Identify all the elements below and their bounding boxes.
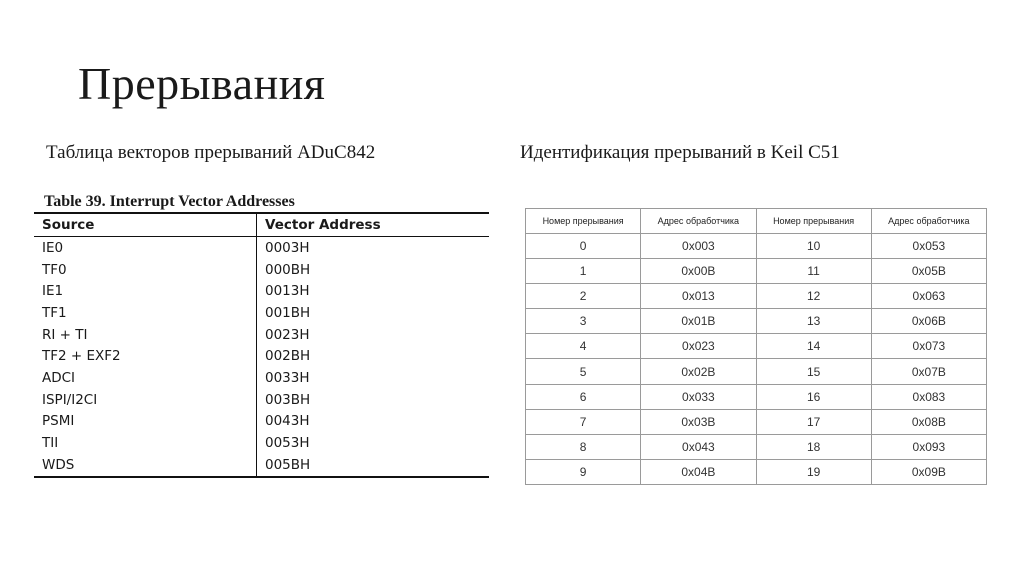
table-row [34, 432, 489, 454]
source-cell: TF1 [34, 302, 257, 324]
handler-address-cell: 0x033 [641, 384, 756, 409]
interrupt-number-cell: 4 [526, 334, 641, 359]
vector-address-cell: 0053H [265, 435, 310, 452]
interrupt-number-cell: 19 [756, 459, 871, 484]
handler-address-cell: 0x00B [641, 259, 756, 284]
caption-keil-c51: Идентификация прерываний в Keil C51 [520, 142, 840, 163]
interrupt-number-cell: 8 [526, 434, 641, 459]
handler-address-cell: 0x003 [641, 234, 756, 259]
table-row [34, 237, 489, 259]
source-cell: ISPI/I2CI [34, 389, 257, 411]
source-cell: TF0 [34, 259, 257, 281]
table-row [34, 259, 489, 281]
table-row [34, 411, 489, 433]
handler-address-cell: 0x03B [641, 409, 756, 434]
source-cell: TF2 + EXF2 [34, 345, 257, 367]
handler-address-cell: 0x023 [641, 334, 756, 359]
handler-address-cell: 0x08B [871, 409, 986, 434]
vector-address-cell: 0003H [265, 239, 310, 256]
vector-address-cell: 0023H [265, 326, 310, 343]
table-row [34, 280, 489, 302]
handler-address-cell: 0x09B [871, 459, 986, 484]
handler-address-cell: 0x053 [871, 234, 986, 259]
table-row [526, 309, 987, 334]
interrupt-number-cell: 10 [756, 234, 871, 259]
table-row [526, 234, 987, 259]
vector-table-title: Table 39. Interrupt Vector Addresses [44, 193, 295, 210]
table-row [34, 454, 489, 477]
interrupt-number-cell: 3 [526, 309, 641, 334]
source-cell: ADCI [34, 367, 257, 389]
interrupt-number-cell: 7 [526, 409, 641, 434]
interrupt-number-cell: 16 [756, 384, 871, 409]
table-header-row [34, 213, 489, 237]
vector-address-cell: 0043H [265, 413, 310, 430]
table-row [526, 359, 987, 384]
source-cell: IE1 [34, 280, 257, 302]
table-row [526, 284, 987, 309]
table-row [526, 384, 987, 409]
interrupt-number-cell: 18 [756, 434, 871, 459]
vector-address-cell: 001BH [265, 304, 311, 321]
interrupt-number-cell: 1 [526, 259, 641, 284]
table-row [526, 409, 987, 434]
interrupt-vector-table [34, 212, 489, 478]
interrupt-number-cell: 6 [526, 384, 641, 409]
interrupt-number-cell: 15 [756, 359, 871, 384]
column-header-handler-address: Адрес обработчика [641, 209, 756, 234]
interrupt-number-cell: 17 [756, 409, 871, 434]
table-row [526, 434, 987, 459]
interrupt-number-cell: 12 [756, 284, 871, 309]
handler-address-cell: 0x073 [871, 334, 986, 359]
source-cell: IE0 [34, 237, 257, 259]
handler-address-cell: 0x043 [641, 434, 756, 459]
table-row [34, 367, 489, 389]
table-header-row [526, 209, 987, 234]
keil-table-body [526, 234, 987, 485]
source-cell: TII [34, 432, 257, 454]
handler-address-cell: 0x093 [871, 434, 986, 459]
table-row [34, 302, 489, 324]
handler-address-cell: 0x05B [871, 259, 986, 284]
interrupt-number-cell: 5 [526, 359, 641, 384]
source-cell: WDS [34, 454, 257, 477]
source-cell: PSMI [34, 411, 257, 433]
column-header-number: Номер прерывания [756, 209, 871, 234]
vector-address-cell: 0033H [265, 369, 310, 386]
table-row [34, 389, 489, 411]
table-row [526, 259, 987, 284]
vector-address-cell: 000BH [265, 261, 311, 278]
interrupt-number-cell: 11 [756, 259, 871, 284]
handler-address-cell: 0x083 [871, 384, 986, 409]
handler-address-cell: 0x02B [641, 359, 756, 384]
handler-address-cell: 0x06B [871, 309, 986, 334]
vector-address-cell: 005BH [265, 456, 311, 473]
table-row [34, 324, 489, 346]
handler-address-cell: 0x04B [641, 459, 756, 484]
table-row [34, 345, 489, 367]
interrupt-number-cell: 2 [526, 284, 641, 309]
vector-address-cell: 0013H [265, 283, 310, 300]
vector-address-cell: 003BH [265, 391, 311, 408]
interrupt-number-cell: 9 [526, 459, 641, 484]
handler-address-cell: 0x063 [871, 284, 986, 309]
column-header-number: Номер прерывания [526, 209, 641, 234]
interrupt-number-cell: 0 [526, 234, 641, 259]
keil-interrupt-table [525, 208, 987, 485]
handler-address-cell: 0x01B [641, 309, 756, 334]
table-row [526, 459, 987, 484]
slide-title: Прерывания [78, 58, 326, 109]
table-row [526, 334, 987, 359]
interrupt-number-cell: 13 [756, 309, 871, 334]
source-cell: RI + TI [34, 324, 257, 346]
caption-aduc842: Таблица векторов прерываний ADuC842 [46, 142, 376, 163]
column-header-source: Source [34, 213, 257, 237]
vector-address-cell: 002BH [265, 348, 311, 365]
handler-address-cell: 0x07B [871, 359, 986, 384]
handler-address-cell: 0x013 [641, 284, 756, 309]
interrupt-number-cell: 14 [756, 334, 871, 359]
column-header-handler-address: Адрес обработчика [871, 209, 986, 234]
column-header-vector-address: Vector Address [265, 217, 381, 233]
vector-table-body [34, 237, 489, 477]
